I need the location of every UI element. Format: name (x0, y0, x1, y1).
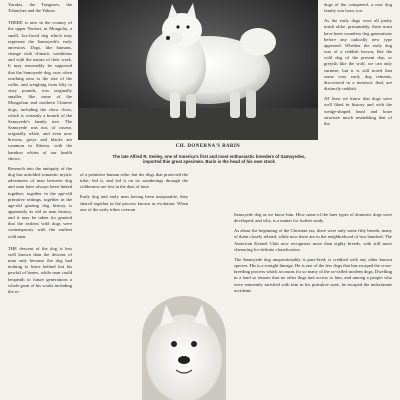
right-paragraph-3: AT least we know that dogs were well liked in history and with the wedge-shaped head and bone structure much resembling that of the (324, 96, 392, 126)
samoyed-head-icon (142, 296, 226, 400)
left-paragraph-2: Research into the antiquity of the dog has unfolded romantic mystic adventures of man between dog and man have always been linked together; together in the age-old primitive settings, together in the age-old grazing dog history is apparently as old as man history, and it may be taken for granted that the earliest wild dogs were contemporary with the earliest wild men. (8, 165, 72, 239)
left-top-line: Yurakis, the Tungoses, the Tchutches and the Yakuts. (8, 2, 72, 14)
lower-right-paragraph-1: Samoyede dog as we know him. How some of the later types of domestic dogs were developed, and why, is a matter for further study. (234, 212, 392, 224)
middle-paragraph-2: Early dog and early man having been inseparable, they shared together in the process known as evolution. When one of the early tribes overran (80, 194, 188, 212)
samoyed-photo-bottom (142, 296, 226, 400)
right-column (324, 2, 392, 202)
photo-caption-title: CH. DONERNA'S BARIN (175, 144, 241, 149)
right-paragraph-2: As the early dogs were all pretty much alike, presumably, there must have been countless dog generations before any radically new type appeared. Whether the early dog was of a reddish brown, like the wild dog of the present day, or greyish like the wolf, we can only surmise, but it is still noted that some very early dog remains, discovered in a meteoric find, are distinctly reddish. (324, 18, 392, 92)
middle-column (80, 172, 188, 282)
left-paragraph-3: THE descent of the dog is less well known than the descent of man only because the dog had nothing to leave behind but his pawful of bones, while man could bequeath to future generations a whole great of his works including the ro- (8, 245, 72, 294)
samoyed-photo-top (78, 0, 318, 140)
lower-right-paragraph-2: As about the beginning of the Christian era, there were only some fifty breeds, many of them closely related, while now there are in the neighborhood of two hundred. The American Kennel Club now recognizes more than eighty breeds, with still more clamoring for definite classification. (234, 228, 392, 252)
photo-caption-text: The late Alfred R. Seeley, one of America's first and most enthusiastic breeders of Samoyedes, imported this great specimen. Barin is the head of his own stock (112, 154, 306, 165)
left-column (8, 2, 72, 396)
right-paragraph-1: dogs of the conquered, a new dog family was born, too. (324, 2, 392, 14)
lower-right-column (234, 212, 392, 398)
left-paragraph-1: THERE is now in the country of the upper Yenisei, in Mongolia, a small, fox-faced dog which may represent the Samoyede's early ancestors. Dogs, like humans, change with climatic conditions and with the nature of their work. It may reasonably be supposed that the Samoyede dog, now often reaching near to the size of the collie, and weighing from fifty to sixty pounds, was originally smaller, like some of the Mongolian and northern Chinese dogs, including the chow chow, which is certainly a branch of the Samoyede's family tree. The Samoyede was not, of course, originally white, and even now browns, greys and blacks are common in Siberia, with the bamboo whites of our health shows. (8, 20, 72, 161)
samoyed-dog-icon (78, 0, 318, 140)
lower-right-paragraph-3: The Samoyede dog unquestionably is pure-bred, is credited with any other known species. His is a straight lineage. He is one of the few dogs that has escaped the cross-breeding process which accounts for so many of the so-called modern dogs. Dwelling in a land so remote that no other dogs had access to him, and among a people who were eminently satisfied with him in his primitive state, he escaped the unfortunate accidents (234, 256, 392, 293)
middle-paragraph-1: of a primitive human tribe; but the dogs that protected the tribe, fed it, and led it on its wanderings through the wilderness are lost in the dust of time. (80, 172, 188, 190)
